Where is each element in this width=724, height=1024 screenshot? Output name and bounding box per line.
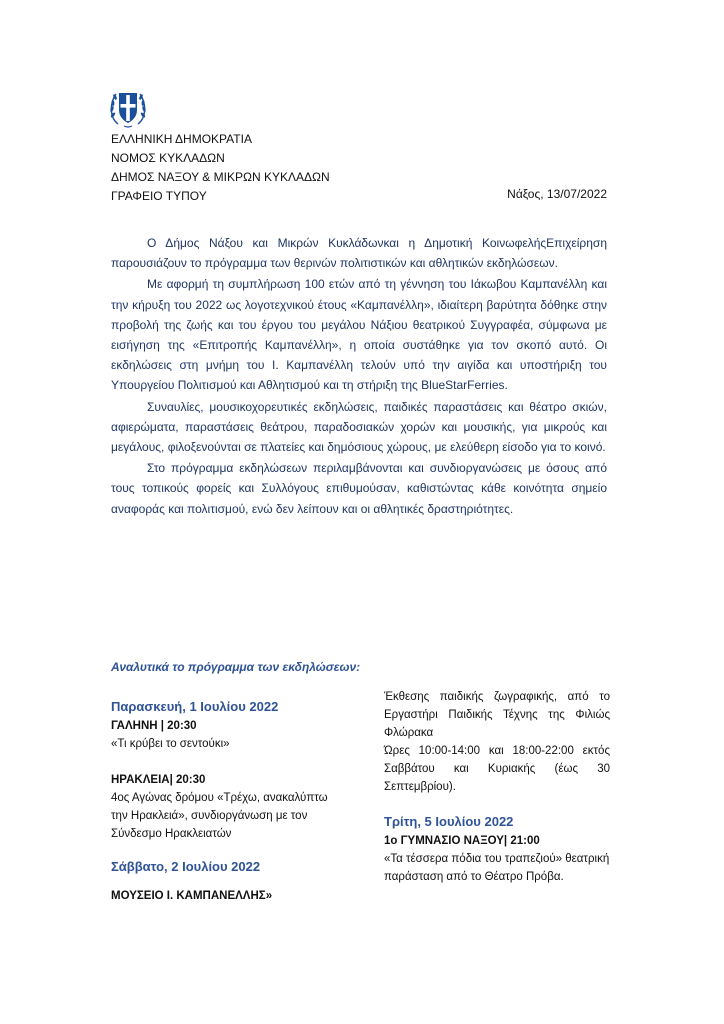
venue-gymnasio: 1ο ΓΥΜΝΑΣΙΟ ΝΑΞΟΥ| 21:00 — [384, 835, 540, 847]
spacer — [384, 796, 610, 812]
paragraph: Συναυλίες, μουσικοχορευτικές εκδηλώσεις, παιδικές παραστάσεις και θέατρο σκιών, αφιερώματα, παραστάσεις θεάτρου, παραδοσιακών χορών και μουσικής, για μικρούς και μεγάλους, φιλοξενούνται σε πλατείες και δημόσιους χώρους, με ελεύθερη είσοδο για το κοινό. — [111, 399, 607, 455]
exhibition-hours: Ώρες 10:00-14:00 και 18:00-22:00 εκτός Σαββάτου και Κυριακής (έως 30 Σεπτεμβρίου). — [384, 745, 610, 793]
program-column-left — [111, 697, 361, 905]
day-title-tuesday: Τρίτη, 5 Ιουλίου 2022 — [384, 814, 514, 829]
letterhead-prefecture: ΝΟΜΟΣ ΚΥΚΛΑΔΩΝ — [111, 151, 225, 165]
venue-galini: ΓΑΛΗΝΗ | 20:30 — [111, 720, 197, 732]
spacer — [111, 843, 361, 857]
greek-coat-of-arms-icon — [104, 84, 152, 132]
document-date: Νάξος, 13/07/2022 — [507, 187, 607, 201]
day-title-saturday: Σάββατο, 2 Ιουλίου 2022 — [111, 859, 261, 874]
event-gymnasio: «Τα τέσσερα πόδια του τραπεζιού» θεατρική παράσταση από το Θέατρο Πρόβα. — [384, 853, 610, 883]
exhibition-description: Έκθεσης παιδικής ζωγραφικής, από το Εργαστήρι Παιδικής Τέχνης της Φιλιώς Φλώρακα — [384, 691, 610, 739]
paragraph: Στο πρόγραμμα εκδηλώσεων περιλαμβάνονται και συνδιοργανώσεις με όσους από τους τοπικούς φορείς και Συλλόγους επιθυμούσαν, καθιστώντας κάθε κοινότητα σημείο αναφοράς και πολιτισμού, ενώ δεν λείπουν και οι αθλητικές δραστηριότητες. — [111, 461, 607, 516]
spacer — [111, 877, 361, 887]
venue-irakleia: ΗΡΑΚΛΕΙΑ| 20:30 — [111, 774, 206, 786]
day-title-friday: Παρασκευή, 1 Ιουλίου 2022 — [111, 699, 279, 714]
paragraph: Με αφορμή τη συμπλήρωση 100 ετών από τη γέννηση του Ιάκωβου Καμπανέλλη και την κήρυξη του 2022 ως λογοτεχνικού έτους «Καμπανέλλη», ιδιαίτερη βαρύτητα δόθηκε στην προβολή της ζωής και του έργου του μεγάλου Νάξιου θεατρικού Συγγραφέα, σύμφωνα με εισήγηση της «Επιτροπής Καμπανέλλη», η οποία συστάθηκε για τον σκοπό αυτό. Οι εκδηλώσεις στη μνήμη του Ι. Καμπανέλλη τελούν υπό την αιγίδα και υποστήριξη του Υπουργείου Πολιτισμού και Αθλητισμού και τη στήριξη της BlueStarFerries. — [111, 277, 607, 393]
spacer — [111, 753, 361, 771]
letterhead-municipality: ΔΗΜΟΣ ΝΑΞΟΥ & ΜΙΚΡΩΝ ΚΥΚΛΑΔΩΝ — [111, 170, 330, 184]
letterhead — [111, 130, 330, 206]
program-heading: Αναλυτικά το πρόγραμμα των εκδηλώσεων: — [111, 660, 361, 674]
letterhead-press-office: ΓΡΑΦΕΙΟ ΤΥΠΟΥ — [111, 189, 207, 203]
venue-museum: ΜΟΥΣΕΙΟ Ι. ΚΑΜΠΑΝΕΛΛΗΣ» — [111, 890, 273, 902]
paragraph: Ο Δήμος Νάξου και Μικρών Κυκλάδωνκαι η Δημοτική ΚοινωφελήςΕπιχείρηση παρουσιάζουν το πρόγραμμα των θερινών πολιτιστικών και αθλητικών εκδηλώσεων. — [111, 236, 607, 271]
event-irakleia: 4ος Αγώνας δρόμου «Τρέχω, ανακαλύπτω την Ηρακλειά», συνδιοργάνωση με τον Σύνδεσμο Ηρακλειατών — [111, 792, 328, 840]
program-column-right — [384, 688, 610, 886]
event-galini: «Τι κρύβει το σεντούκι» — [111, 738, 230, 750]
body-text — [111, 233, 607, 520]
letterhead-republic: ΕΛΛΗΝΙΚΗ ΔΗΜΟΚΡΑΤΙΑ — [111, 132, 252, 146]
